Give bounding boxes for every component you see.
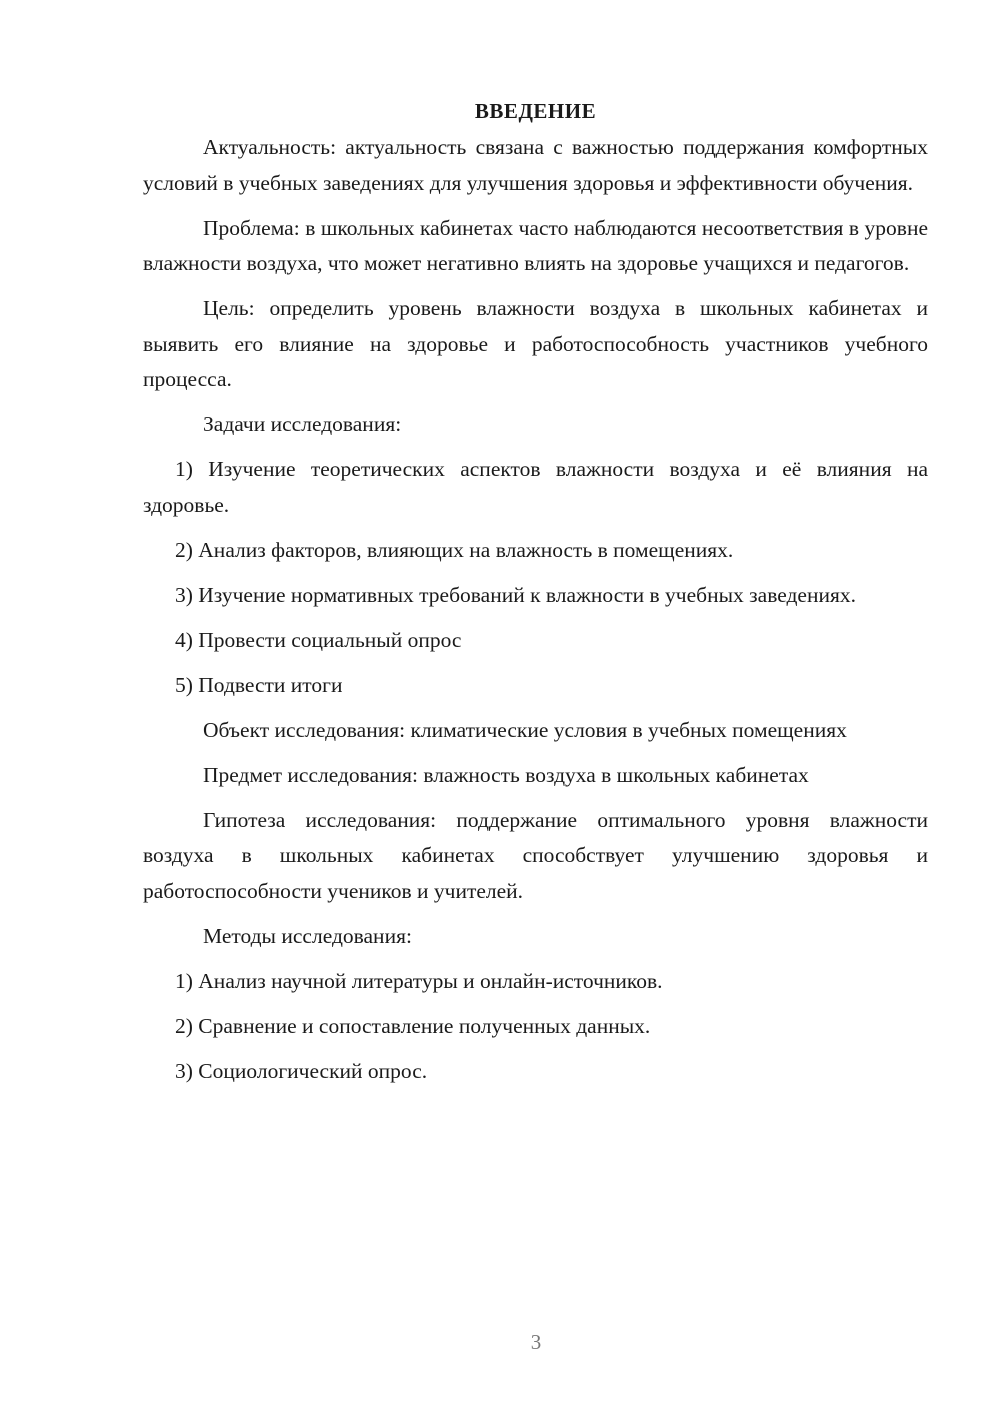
task-item-3: 3) Изучение нормативных требований к влажности в учебных заведениях. — [175, 582, 856, 607]
page-number: 3 — [530, 1330, 542, 1354]
method-item-3: 3) Социологический опрос. — [175, 1058, 428, 1083]
task-item-5: 5) Подвести итоги — [175, 672, 343, 697]
methods-heading: Методы исследования: — [203, 923, 412, 948]
method-item-2: 2) Сравнение и сопоставление полученных данных. — [175, 1013, 651, 1038]
hypothesis-paragraph: Гипотеза исследования: поддержание оптимального уровня влажности воздуха в школьных кабинетах способствует улучшению здоровья и работоспособности учеников и учителей. — [143, 807, 928, 903]
tasks-heading: Задачи исследования: — [203, 412, 402, 436]
task-item-4: 4) Провести социальный опрос — [175, 627, 462, 652]
method-item-1: 1) Анализ научной литературы и онлайн-источников. — [175, 968, 663, 993]
object-paragraph: Объект исследования: климатические условия в учебных помещениях — [203, 717, 847, 742]
task-item-2: 2) Анализ факторов, влияющих на влажность в помещениях. — [175, 537, 734, 562]
subject-paragraph: Предмет исследования: влажность воздуха в школьных кабинетах — [203, 762, 809, 787]
task-item-1: 1) Изучение теоретических аспектов влажности воздуха и её влияния на здоровье. — [143, 457, 928, 517]
goal-paragraph: Цель: определить уровень влажности воздуха в школьных кабинетах и выявить его влияние на здоровье и работоспособность участников учебного процесса. — [143, 296, 928, 391]
problem-paragraph: Проблема: в школьных кабинетах часто наблюдаются несоответствия в уровне влажности воздуха, что может негативно влиять на здоровье учащихся и педагогов. — [143, 215, 928, 275]
page-content — [143, 96, 928, 1099]
page-title: ВВЕДЕНИЕ — [474, 99, 597, 123]
relevance-paragraph: Актуальность: актуальность связана с важностью поддержания комфортных условий в учебных заведениях для улучшения здоровья и эффективности обучения. — [143, 135, 928, 195]
